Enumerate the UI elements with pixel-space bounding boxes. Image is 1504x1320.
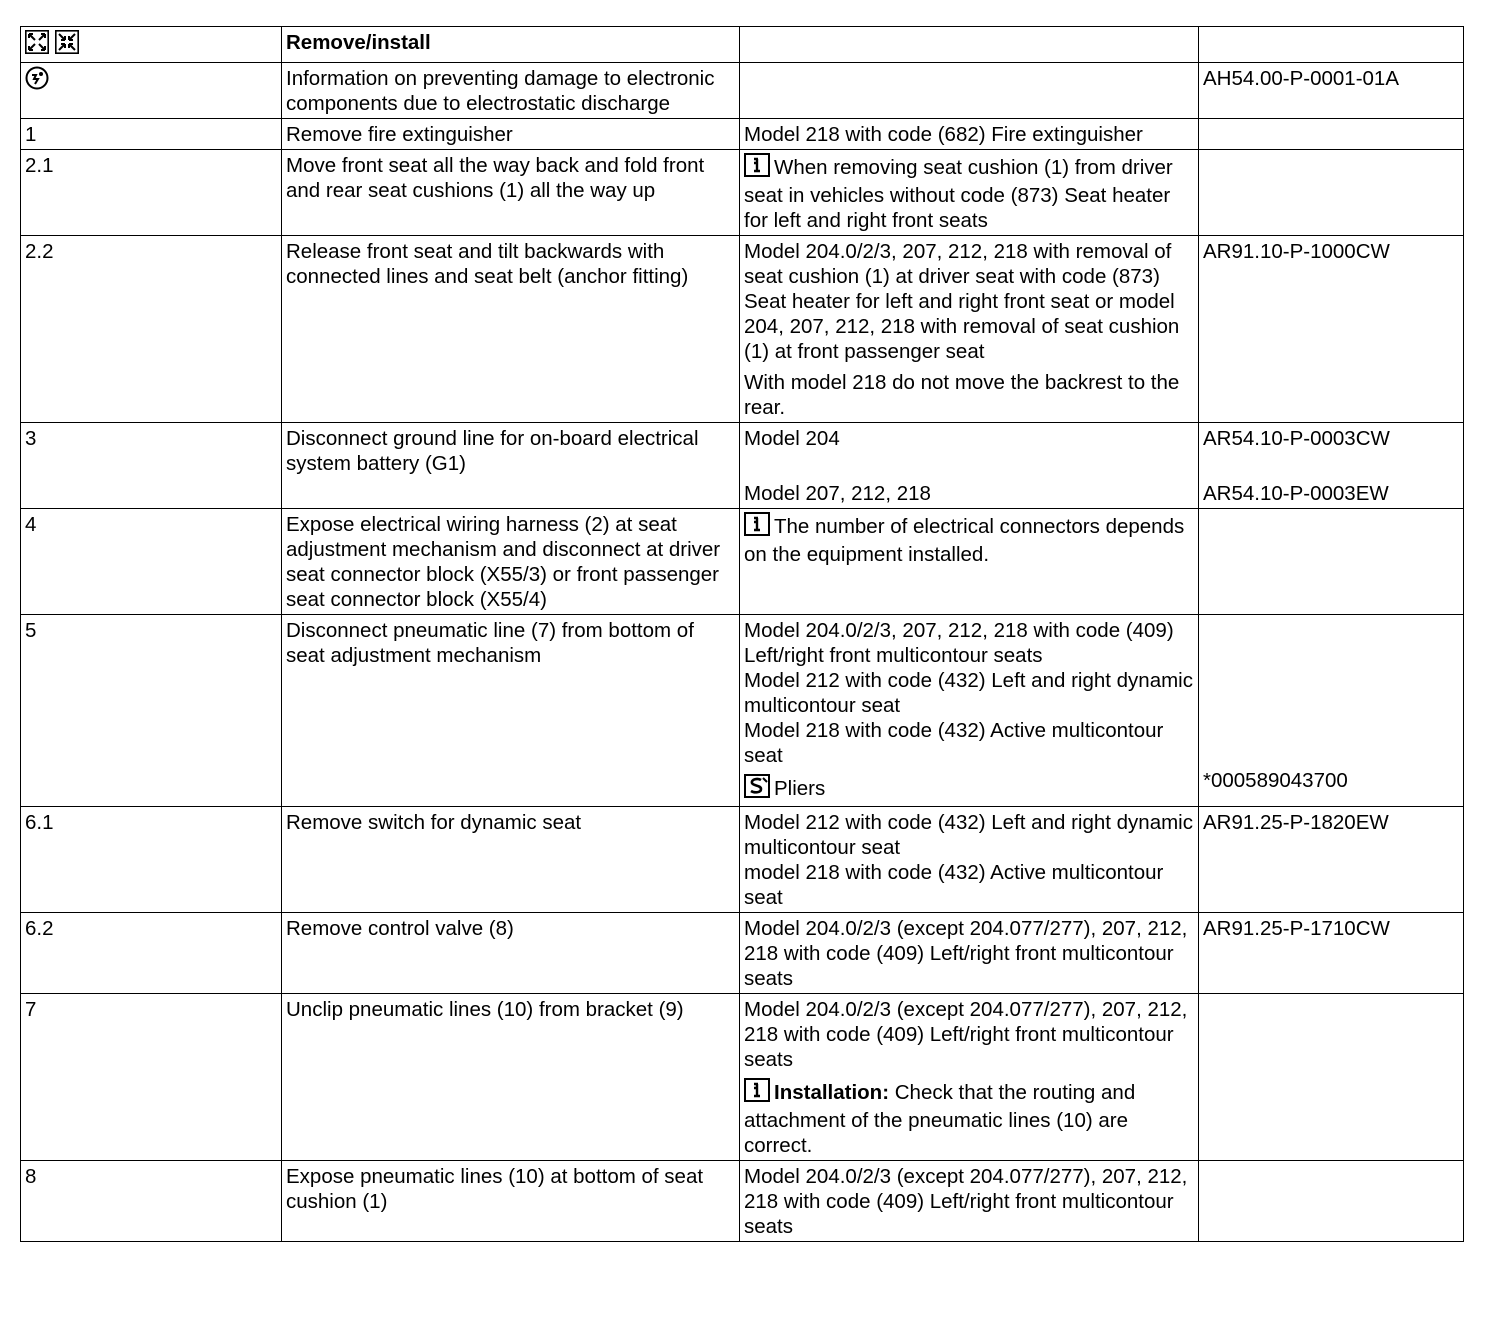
reference-cell: [1199, 150, 1464, 236]
action-cell: Expose pneumatic lines (10) at bottom of seat cushion (1): [282, 1161, 740, 1242]
reference-cell: [1199, 994, 1464, 1161]
note-text: Model 204.0/2/3, 207, 212, 218 with removal of seat cushion (1) at driver seat with code (873) Seat heater for left and right front seat or model 204, 207, 212, 218 with removal of seat cushion (1) at front passenger seat: [744, 240, 1180, 363]
note-text: The number of electrical connectors depends on the equipment installed.: [744, 515, 1185, 566]
note-cell: [740, 509, 1199, 615]
note-text: Model 218 with code (432) Active multicontour seat: [744, 719, 1164, 767]
tool-part-number[interactable]: *000589043700: [1203, 769, 1348, 792]
note-cell: Model 204.0/2/3 (except 204.077/277), 207, 212, 218 with code (409) Left/right front multicontour seats: [740, 913, 1199, 994]
action-cell: Release front seat and tilt backwards with connected lines and seat belt (anchor fitting): [282, 236, 740, 423]
special-tool-icon: [744, 774, 770, 804]
step-cell: 3: [21, 423, 282, 509]
header-title: Remove/install: [282, 27, 740, 63]
action-cell: Unclip pneumatic lines (10) from bracket (9): [282, 994, 740, 1161]
step-cell: 6.2: [21, 913, 282, 994]
action-cell: Disconnect pneumatic line (7) from bottom of seat adjustment mechanism: [282, 615, 740, 807]
note-text: When removing seat cushion (1) from driver seat in vehicles without code (873) Seat heater for left and right front seats: [744, 156, 1173, 232]
note-cell: [740, 236, 1199, 423]
note-text: With model 218 do not move the backrest to the rear.: [744, 371, 1180, 419]
procedure-table: [20, 26, 1464, 1242]
reference-link[interactable]: AR91.10-P-1000CW: [1199, 236, 1464, 423]
header-empty-cell: [740, 27, 1199, 63]
tool-line: [744, 774, 1194, 804]
reference-link[interactable]: AR54.10-P-0003CW: [1203, 427, 1390, 450]
note-text: Model 212 with code (432) Left and right dynamic multicontour seat: [744, 811, 1193, 859]
header-empty-cell: [1199, 27, 1464, 63]
step-cell: 2.2: [21, 236, 282, 423]
table-row: [21, 615, 1464, 807]
action-cell: Remove control valve (8): [282, 913, 740, 994]
step-cell: 6.1: [21, 807, 282, 913]
table-row: [21, 63, 1464, 119]
esd-warning-icon: [25, 66, 49, 96]
reference-cell: [1199, 615, 1464, 807]
reference-cell: [1199, 119, 1464, 150]
installation-note: [744, 1078, 1194, 1158]
note-cell: [740, 423, 1199, 509]
table-row: [21, 119, 1464, 150]
reference-link[interactable]: AR91.25-P-1710CW: [1199, 913, 1464, 994]
note-text: Model 204.0/2/3 (except 204.077/277), 207, 212, 218 with code (409) Left/right front multicontour seats: [744, 998, 1188, 1071]
reference-cell: [1199, 423, 1464, 509]
collapse-icon[interactable]: [55, 30, 79, 60]
reference-cell: [1199, 1161, 1464, 1242]
action-cell: Remove fire extinguisher: [282, 119, 740, 150]
step-cell: 8: [21, 1161, 282, 1242]
note-cell: [740, 807, 1199, 913]
action-cell: Information on preventing damage to electronic components due to electrostatic discharge: [282, 63, 740, 119]
action-cell: Move front seat all the way back and fold front and rear seat cushions (1) all the way up: [282, 150, 740, 236]
table-row: [21, 994, 1464, 1161]
action-cell: Remove switch for dynamic seat: [282, 807, 740, 913]
note-text: Model 212 with code (432) Left and right dynamic multicontour seat: [744, 669, 1193, 717]
note-cell: [740, 150, 1199, 236]
step-cell: 5: [21, 615, 282, 807]
note-cell: Model 218 with code (682) Fire extinguisher: [740, 119, 1199, 150]
note-cell: Model 204.0/2/3 (except 204.077/277), 207, 212, 218 with code (409) Left/right front multicontour seats: [740, 1161, 1199, 1242]
step-cell: 7: [21, 994, 282, 1161]
step-cell: [21, 63, 282, 119]
installation-text: Check that the routing and attachment of the pneumatic lines (10) are correct.: [744, 1081, 1136, 1157]
table-row: [21, 807, 1464, 913]
table-header-row: [21, 27, 1464, 63]
header-icons-cell: [21, 27, 282, 63]
table-row: [21, 509, 1464, 615]
info-icon: [744, 512, 770, 542]
action-cell: Expose electrical wiring harness (2) at seat adjustment mechanism and disconnect at driver seat connector block (X55/3) or front passenger seat connector block (X55/4): [282, 509, 740, 615]
reference-link[interactable]: AH54.00-P-0001-01A: [1199, 63, 1464, 119]
note-text: Model 207, 212, 218: [744, 482, 931, 505]
step-cell: 1: [21, 119, 282, 150]
note-cell: [740, 615, 1199, 807]
tool-name: Pliers: [774, 777, 826, 800]
step-cell: 4: [21, 509, 282, 615]
table-row: [21, 236, 1464, 423]
info-icon: [744, 153, 770, 183]
expand-icon[interactable]: [25, 30, 49, 60]
note-cell: [740, 994, 1199, 1161]
table-row: [21, 150, 1464, 236]
reference-link[interactable]: AR91.25-P-1820EW: [1199, 807, 1464, 913]
table-row: [21, 913, 1464, 994]
table-row: [21, 1161, 1464, 1242]
action-cell: Disconnect ground line for on-board electrical system battery (G1): [282, 423, 740, 509]
installation-label: Installation:: [774, 1081, 890, 1104]
reference-link[interactable]: AR54.10-P-0003EW: [1203, 482, 1389, 505]
table-row: [21, 423, 1464, 509]
reference-cell: [1199, 509, 1464, 615]
info-icon: [744, 1078, 770, 1108]
note-text: Model 204: [744, 427, 840, 450]
note-cell: [740, 63, 1199, 119]
note-text: model 218 with code (432) Active multicontour seat: [744, 861, 1164, 909]
step-cell: 2.1: [21, 150, 282, 236]
note-text: Model 204.0/2/3, 207, 212, 218 with code (409) Left/right front multicontour seats: [744, 619, 1174, 667]
